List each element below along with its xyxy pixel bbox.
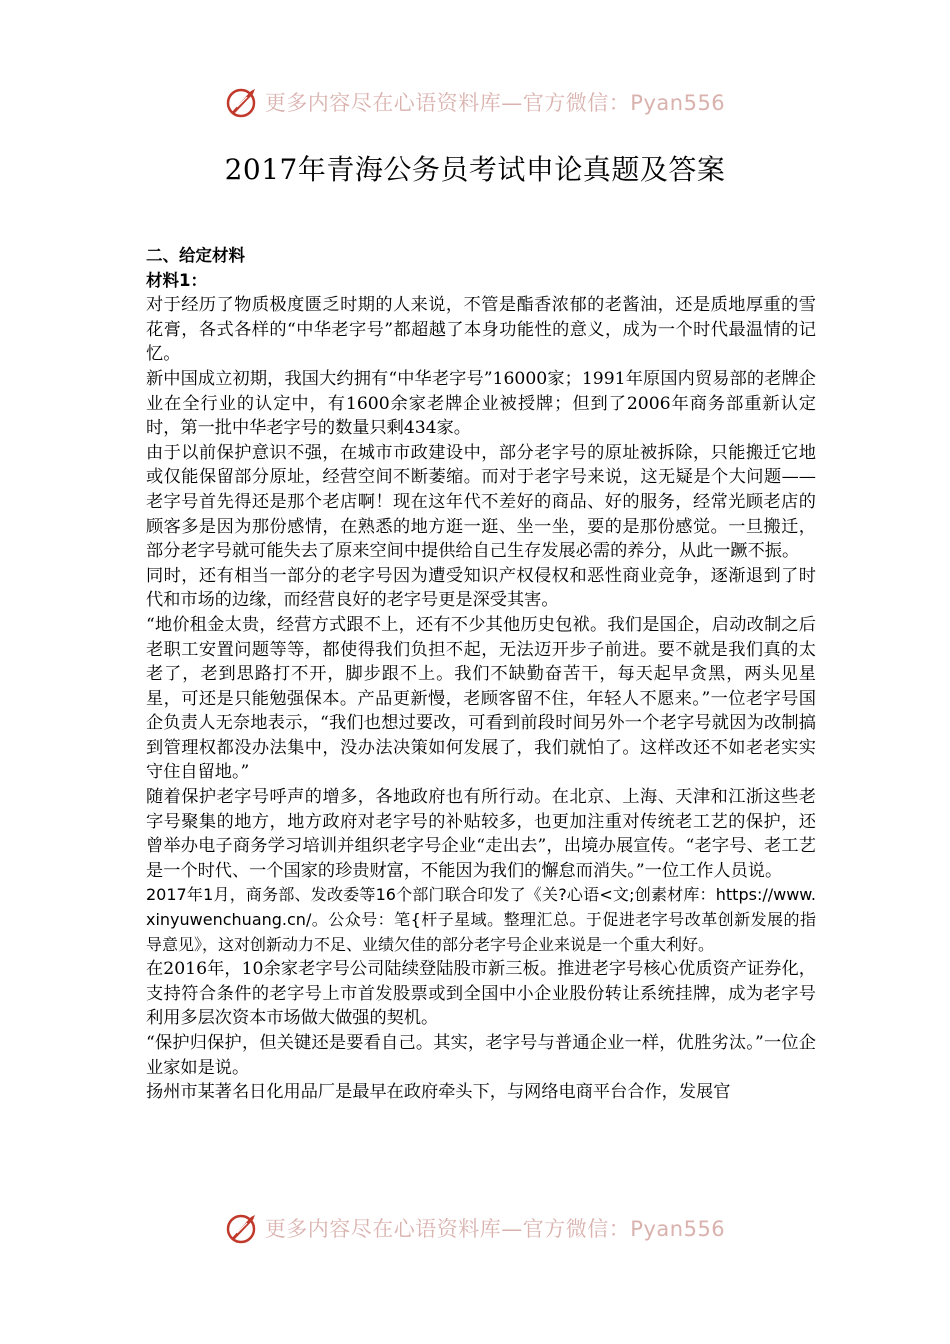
- watermark-text: 更多内容尽在心语资料库—官方微信：Pyan556: [264, 1217, 726, 1241]
- watermark-text: 更多内容尽在心语资料库—官方微信：Pyan556: [264, 91, 726, 115]
- paragraph-9: “保护归保护，但关键还是要看自己。其实，老字号与普通企业一样，优胜劣汰。”一位企业家如是说。: [146, 1033, 816, 1078]
- quill-logo-icon: [225, 85, 259, 119]
- paragraph-6: 随着保护老字号呼声的增多，各地政府也有所行动。在北京、上海、天津和江浙这些老字号聚集的地方，地方政府对老字号的补贴较多，也更加注重对传统老工艺的保护，还曾举办电子商务学习培训并组织老字号企业“走出去”，出境办展宣传。“老字号、老工艺是一个时代、一个国家的珍贵财富，不能因为我们的懈怠而消失。”一位工作人员说。: [146, 787, 816, 881]
- section-heading: 二、给定材料: [146, 246, 245, 265]
- paragraph-8: 在2016年，10余家老字号公司陆续登陆股市新三板。推进老字号核心优质资产证券化，支持符合条件的老字号上市首发股票或到全国中小企业股份转让系统挂牌，成为老字号利用多层次资本市场做大做强的契机。: [146, 959, 816, 1029]
- material-label: 材料1：: [146, 270, 207, 290]
- paragraph-7: 2017年1月，商务部、发改委等16个部门联合印发了《关?心语<文;创素材库：https://www.xinyuwenchuang.cn/。公众号：笔{杆子星域。整理汇总。于促进老字号改革创新发展的指导意见》，这对创新动力不足、业绩欠佳的部分老字号企业来说是一个重大利好。: [146, 885, 816, 954]
- paragraph-5: “地价租金太贵，经营方式跟不上，还有不少其他历史包袱。我们是国企，启动改制之后老职工安置问题等等，都使得我们负担不起，无法迈开步子前进。要不就是我们真的太老了，老到思路打不开，脚步跟不上。我们不缺勤奋苦干，每天起早贪黑，两头见星星，可还是只能勉强保本。产品更新慢，老顾客留不住，年轻人不愿来。”一位老字号国企负责人无奈地表示，“我们也想过要改，可看到前段时间另外一个老字号就因为改制搞到管理权都没办法集中，没办法决策如何发展了，我们就怕了。这样改还不如老老实实守住自留地。”: [146, 614, 816, 783]
- document-title: 2017年青海公务员考试申论真题及答案: [224, 153, 726, 186]
- paragraph-3: 由于以前保护意识不强，在城市市政建设中，部分老字号的原址被拆除，只能搬迁它地或仅能保留部分原址，经营空间不断萎缩。而对于老字号来说，这无疑是个大问题——老字号首先得还是那个老店啊！现在这年代不差好的商品、好的服务，经常光顾老店的顾客多是因为那份感情，在熟悉的地方逛一逛、坐一坐，要的是那份感觉。一旦搬迁，部分老字号就可能失去了原来空间中提供给自己生存发展必需的养分，从此一蹶不振。: [146, 442, 816, 562]
- quill-logo-icon: [225, 1211, 259, 1245]
- paragraph-2: 新中国成立初期，我国大约拥有“中华老字号”16000家；1991年原国内贸易部的老牌企业在全行业的认定中，有1600余家老牌企业被授牌；但到了2006年商务部重新认定时，第一批中华老字号的数量只剩434家。: [146, 368, 816, 439]
- paragraph-10: 扬州市某著名日化用品厂是最早在政府牵头下，与网络电商平台合作，发展官: [146, 1082, 731, 1103]
- paragraph-4: 同时，还有相当一部分的老字号因为遭受知识产权侵权和恶性商业竞争，逐渐退到了时代和市场的边缘，而经营良好的老字号更是深受其害。: [146, 565, 816, 611]
- watermark-group: [225, 1211, 725, 1245]
- watermark-banner-bottom: [0, 1208, 950, 1248]
- watermark-banner-top: [0, 82, 950, 122]
- paragraph-1: 对于经历了物质极度匮乏时期的人来说，不管是酯香浓郁的老酱油，还是质地厚重的雪花膏，各式各样的“中华老字号”都超越了本身功能性的意义，成为一个时代最温情的记忆。: [146, 295, 816, 365]
- watermark-group: [225, 85, 725, 119]
- document-body: [146, 244, 816, 1105]
